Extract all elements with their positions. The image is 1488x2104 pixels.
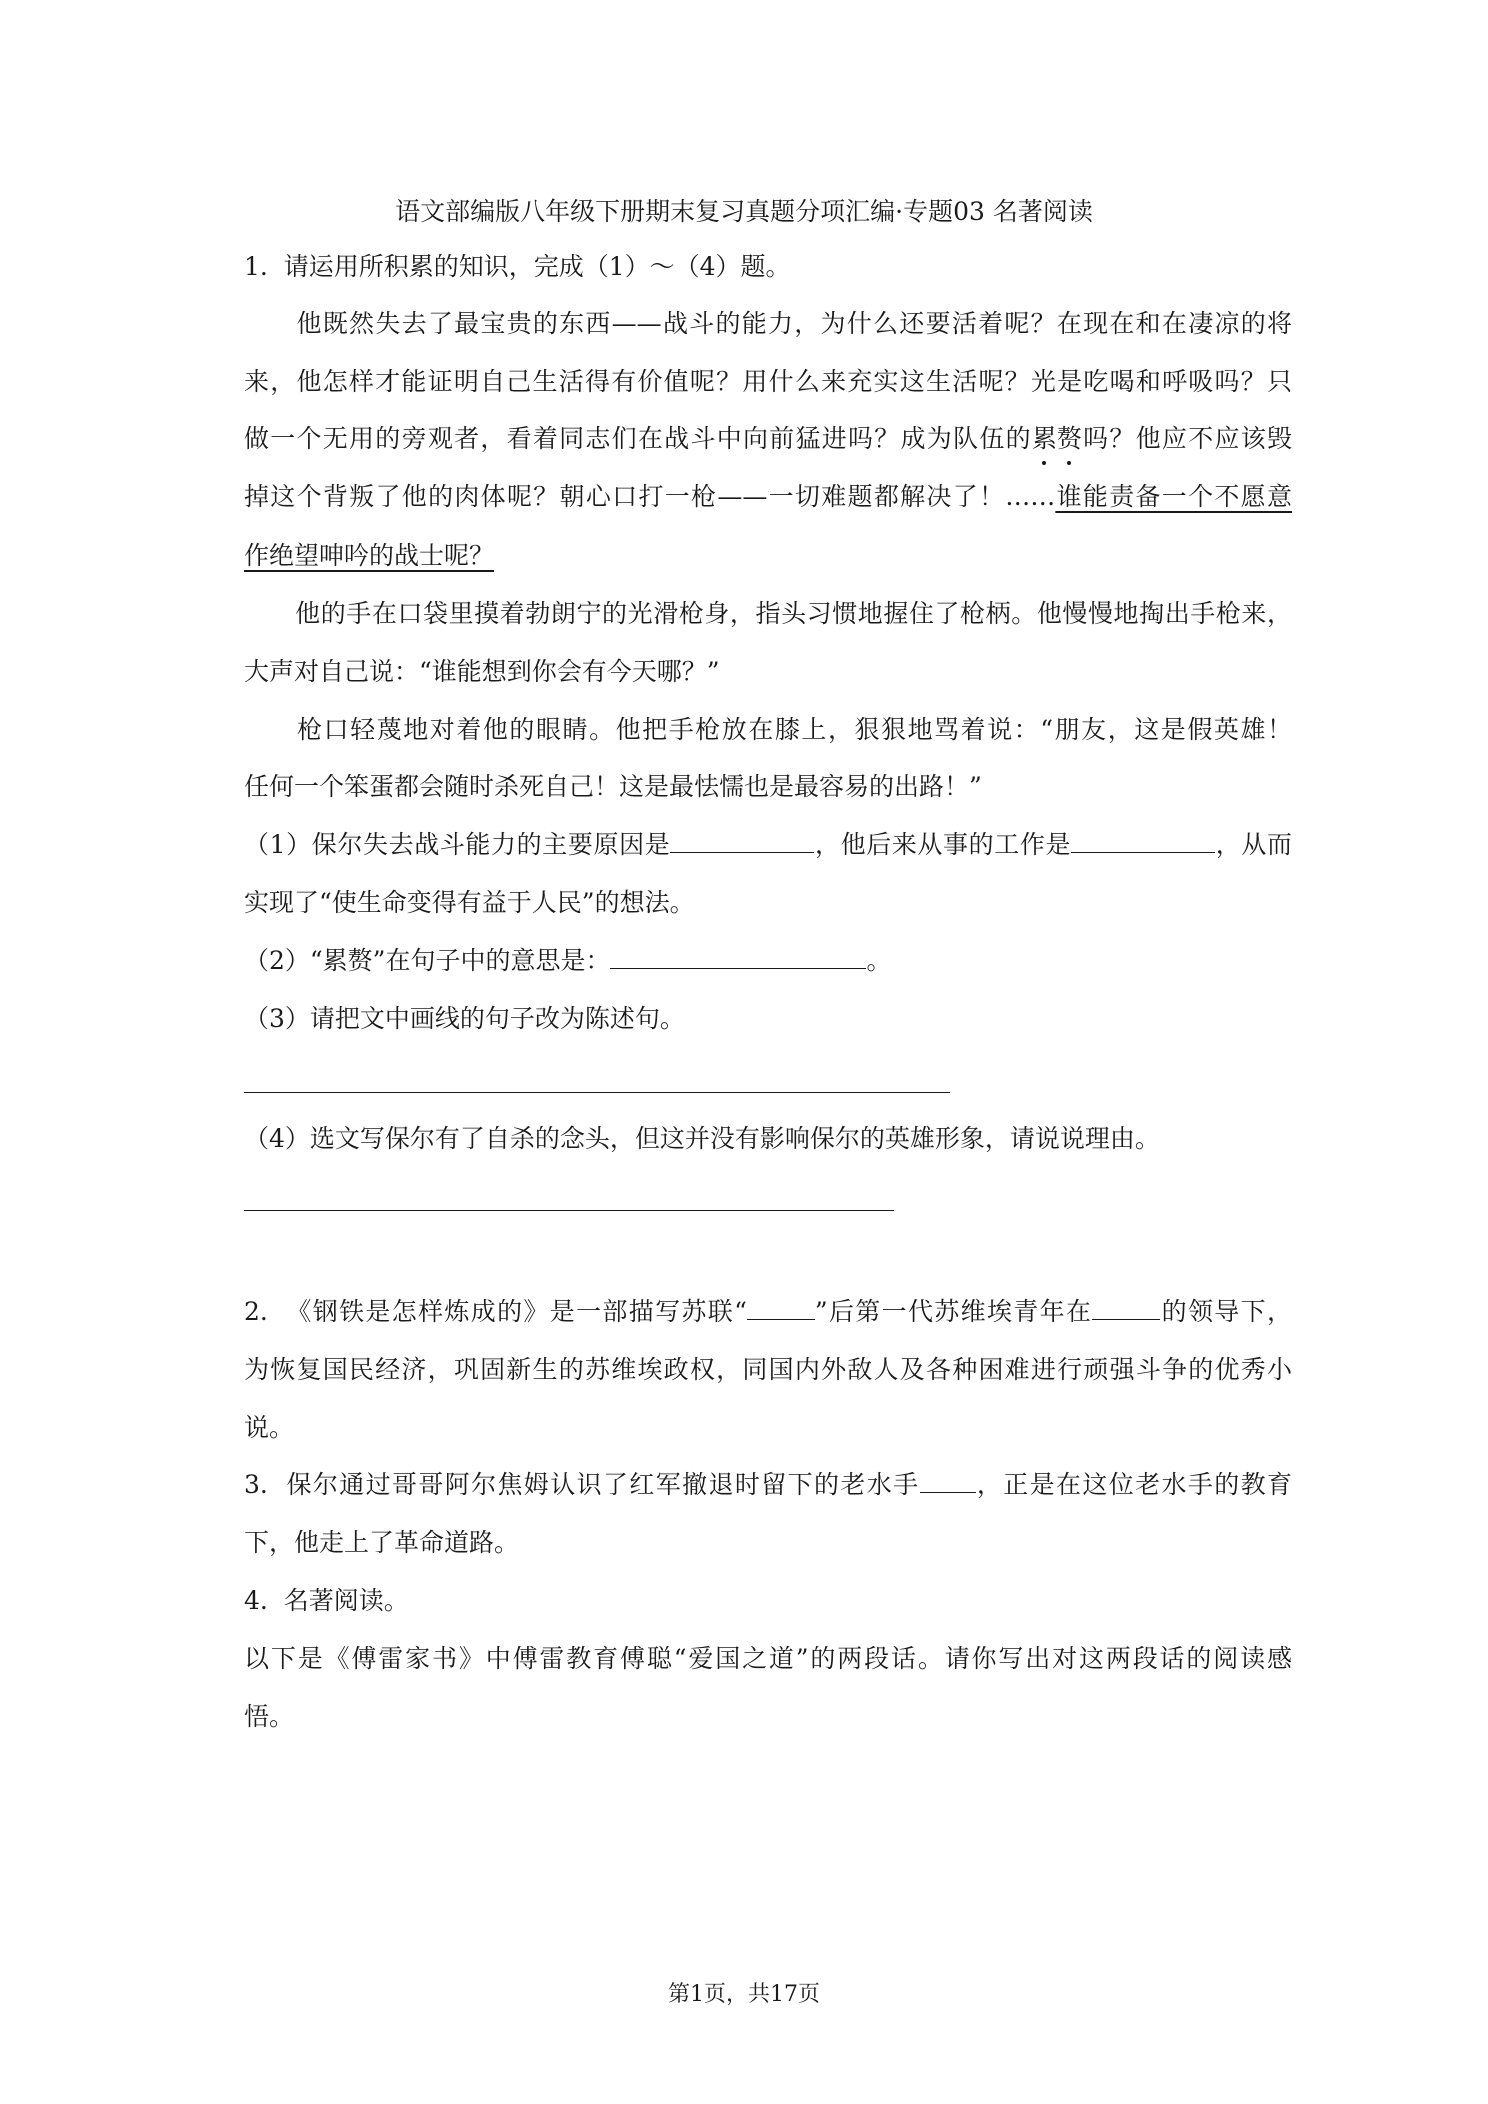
question-text: 2. 《钢铁是怎样炼成的》是一部描写苏联“	[244, 1297, 747, 1326]
answer-blank[interactable]	[920, 1468, 976, 1493]
passage-line: 来，他怎样才能证明自己生活得有价值呢？用什么来充实这生活呢？光是吃喝和呼吸吗？只	[244, 367, 1292, 396]
underlined-sentence: 作绝望呻吟的战士呢？	[244, 541, 495, 570]
sub-question-text: ，他后来从事的工作是	[814, 830, 1072, 859]
passage-line: 他既然失去了最宝贵的东西——战斗的能力，为什么还要活着呢？在现在和在凄凉的将	[244, 309, 1292, 338]
question-4-stem: 4. 名著阅读。	[244, 1586, 409, 1615]
question-2-cont: 为恢复国民经济，巩固新生的苏维埃政权，同国内外敌人及各种困难进行顽强斗争的优秀小	[244, 1355, 1292, 1384]
passage-line	[244, 422, 1292, 456]
passage-text: 掉这个背叛了他的肉体呢？朝心口打一枪——一切难题都解决了！……	[244, 482, 1056, 511]
question-4-text: 悟。	[244, 1702, 295, 1731]
question-3-cont: 下，他走上了革命道路。	[244, 1528, 520, 1557]
sub-question-4: （4）选文写保尔有了自杀的念头，但这并没有影响保尔的英雄形象，请说说理由。	[244, 1124, 1160, 1153]
passage-line: 大声对自己说：“谁能想到你会有今天哪？”	[244, 657, 720, 686]
answer-blank[interactable]	[610, 944, 866, 969]
question-text: ”后第一代苏维埃青年在	[814, 1297, 1093, 1326]
sub-question-text: （1）保尔失去战斗能力的主要原因是	[244, 830, 671, 859]
answer-blank[interactable]	[670, 828, 814, 853]
answer-line[interactable]	[244, 1210, 894, 1211]
passage-line	[244, 480, 1292, 514]
page-title: 语文部编版八年级下册期末复习真题分项汇编·专题03 名著阅读	[395, 197, 1093, 226]
page-footer: 第1页，共17页	[668, 1982, 820, 2007]
sub-question-text: 。	[866, 946, 892, 975]
question-4-text: 以下是《傅雷家书》中傅雷教育傅聪“爱国之道”的两段话。请你写出对这两段话的阅读感	[244, 1644, 1292, 1673]
sub-question-2	[244, 944, 891, 978]
answer-blank[interactable]	[747, 1295, 815, 1320]
emphasis-char: 赘	[1057, 422, 1082, 456]
passage-line: 枪口轻蔑地对着他的眼睛。他把手枪放在膝上，狠狠地骂着说：“朋友，这是假英雄！	[244, 715, 1292, 744]
question-1-stem: 1. 请运用所积累的知识，完成（1）～（4）题。	[244, 252, 791, 281]
passage-line: 他的手在口袋里摸着勃朗宁的光滑枪身，指头习惯地握住了枪柄。他慢慢地掏出手枪来，	[244, 599, 1292, 628]
sub-question-text: ，从而	[1215, 830, 1292, 859]
emphasis-char: 累	[1032, 422, 1057, 456]
question-2	[244, 1295, 1292, 1329]
question-text: ，正是在这位老水手的教育	[975, 1470, 1292, 1499]
passage-text: 做一个无用的旁观者，看着同志们在战斗中向前猛进吗？成为队伍的	[244, 424, 1032, 453]
answer-line[interactable]	[244, 1092, 950, 1093]
sub-question-1	[244, 828, 1292, 862]
sub-question-1-cont: 实现了“使生命变得有益于人民”的想法。	[244, 888, 695, 917]
passage-line	[244, 539, 494, 573]
question-2-cont: 说。	[244, 1413, 295, 1442]
sub-question-text: （2）“累赘”在句子中的意思是：	[244, 946, 611, 975]
sub-question-3: （3）请把文中画线的句子改为陈述句。	[244, 1004, 685, 1033]
question-3	[244, 1468, 1292, 1502]
question-text: 3. 保尔通过哥哥阿尔焦姆认识了红军撤退时留下的老水手	[244, 1470, 920, 1499]
answer-blank[interactable]	[1071, 828, 1215, 853]
question-text: 的领导下，	[1160, 1297, 1292, 1326]
passage-text: 吗？他应不应该毁	[1081, 424, 1292, 453]
answer-blank[interactable]	[1092, 1295, 1160, 1320]
underlined-sentence: 谁能责备一个不愿意	[1055, 482, 1292, 511]
passage-line: 任何一个笨蛋都会随时杀死自己！这是最怯懦也是最容易的出路！”	[244, 772, 982, 801]
